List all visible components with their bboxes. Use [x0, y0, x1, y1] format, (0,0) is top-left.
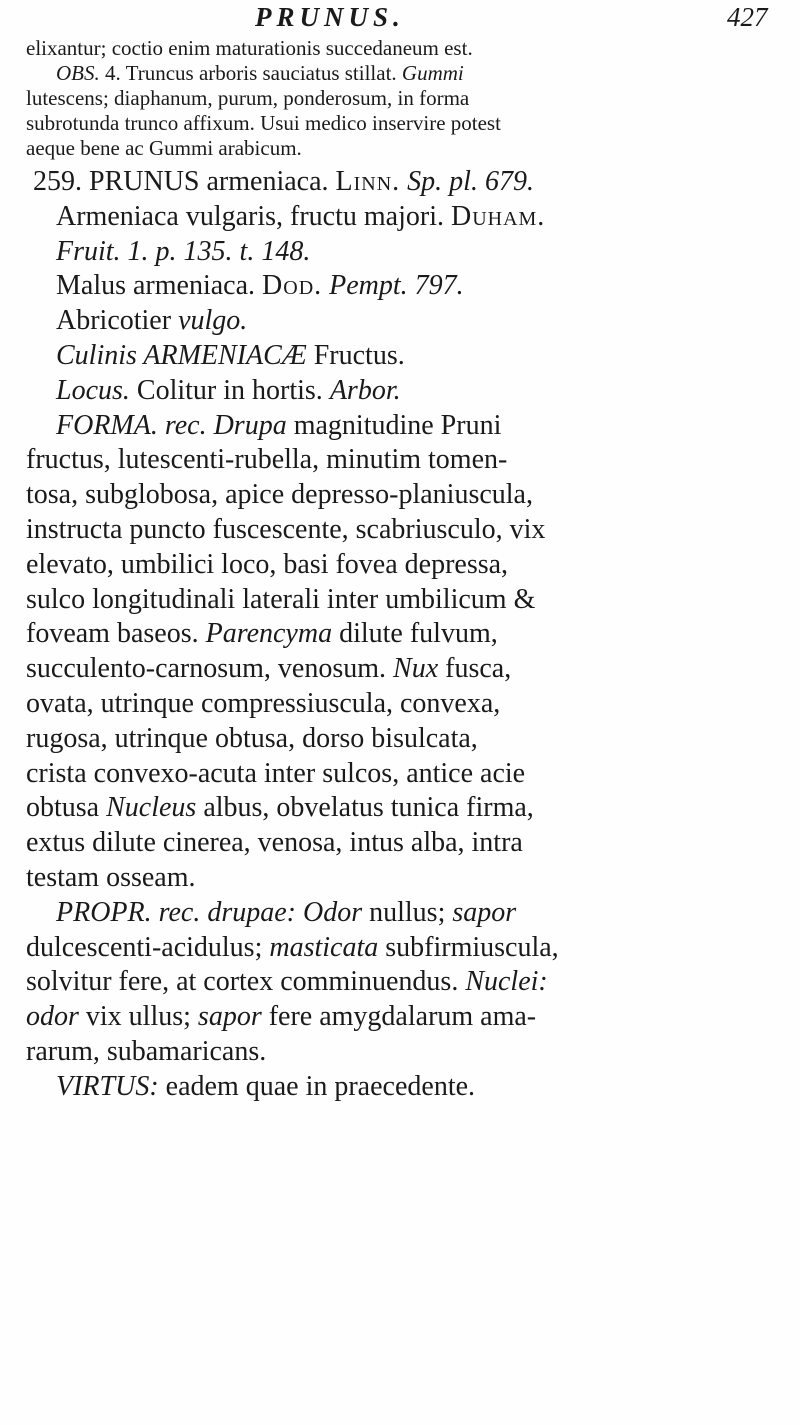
text-run: albus, obvelatus tunica firma,	[196, 792, 534, 824]
text-run	[158, 410, 165, 441]
text-line	[26, 583, 766, 618]
text-line	[26, 304, 766, 339]
text-run: VIRTUS:	[56, 1070, 159, 1102]
text-line	[26, 826, 766, 861]
text-run: Fruit. 1. p. 135. t. 148.	[56, 235, 311, 267]
page-header	[0, 2, 800, 40]
text-run: FORMA.	[56, 409, 158, 441]
text-run: Fructus.	[306, 339, 405, 371]
text-run: rugosa, utrinque obtusa, dorso bisulcata,	[26, 722, 478, 754]
text-run: fusca,	[438, 653, 512, 685]
text-run: Parencyma	[205, 618, 333, 650]
text-line	[26, 478, 766, 513]
body-text	[26, 36, 766, 1105]
text-run: aeque bene ac Gummi arabicum.	[26, 136, 302, 160]
text-line	[26, 374, 766, 409]
running-head: PRUNUS.	[255, 2, 405, 32]
text-run: dulcescenti-acidulus;	[26, 931, 270, 963]
text-run: fructus, lutescenti-rubella, minutim tomen-	[26, 444, 508, 476]
text-run: subrotunda trunco affixum. Usui medico inservire potest	[26, 111, 501, 135]
text-run: masticata	[269, 931, 379, 963]
text-line	[26, 36, 766, 61]
text-run: Armeniaca vulgaris, fructu majori.	[56, 200, 451, 232]
text-run: 259. PRUNUS armeniaca.	[33, 166, 336, 197]
text-run: instructa puncto fuscescente, scabriusculo, vix	[26, 513, 546, 545]
text-run: Pempt. 797.	[329, 270, 464, 302]
text-run: eadem quae in praecedente.	[158, 1070, 476, 1102]
text-run: succulento-carnosum, venosum.	[26, 653, 394, 685]
text-run: 4. Truncus arboris sauciatus stillat.	[99, 61, 402, 85]
text-line	[26, 235, 766, 270]
text-run: rec. drupae: Odor	[158, 896, 363, 928]
text-run: foveam baseos.	[26, 618, 206, 650]
text-run: sapor	[452, 896, 517, 928]
text-line	[26, 1035, 766, 1070]
text-run: Colitur in hortis.	[129, 374, 330, 406]
text-line	[26, 200, 766, 235]
text-line	[26, 1070, 766, 1105]
text-run	[152, 897, 159, 928]
text-run: Linn.	[335, 166, 401, 197]
page-number: 427	[727, 2, 768, 32]
text-run: elevato, umbilici loco, basi fovea depressa,	[26, 548, 509, 580]
text-line	[26, 861, 766, 896]
text-line	[26, 443, 766, 478]
text-line	[26, 687, 766, 722]
text-run: Nux	[393, 653, 439, 685]
text-line	[26, 652, 766, 687]
text-line	[26, 722, 766, 757]
text-run: Dod.	[262, 270, 323, 302]
text-run: extus dilute cinerea, venosa, intus alba, intra	[26, 827, 523, 859]
text-line	[26, 965, 766, 1000]
text-line	[26, 409, 766, 444]
text-run: sapor	[197, 1001, 262, 1033]
text-line	[26, 165, 766, 200]
text-line	[26, 757, 766, 792]
text-run: magnitudine Pruni	[286, 409, 502, 441]
text-run: Sp. pl. 679.	[407, 166, 534, 197]
text-run: subfirmiuscula,	[378, 931, 559, 963]
text-run: lutescens; diaphanum, purum, ponderosum, in forma	[26, 86, 470, 110]
text-run: dilute fulvum,	[332, 618, 498, 650]
text-run: Gummi	[401, 61, 464, 85]
text-run: Locus.	[56, 374, 130, 406]
text-line	[26, 61, 766, 86]
text-run: nullus;	[362, 896, 453, 928]
text-run: vulgo.	[178, 305, 248, 337]
text-run: obtusa	[26, 792, 107, 824]
text-run: Culinis ARMENIACÆ	[56, 339, 307, 371]
text-run: vix ullus;	[78, 1001, 198, 1033]
text-line	[26, 791, 766, 826]
text-run: crista convexo-acuta inter sulcos, antice acie	[26, 757, 526, 789]
text-line	[26, 339, 766, 374]
text-line	[26, 269, 766, 304]
text-run: Arbor.	[329, 374, 401, 406]
text-line	[26, 617, 766, 652]
text-run: elixantur; coctio enim maturationis succedaneum est.	[26, 36, 473, 60]
text-run: solvitur fere, at cortex comminuendus.	[26, 966, 466, 998]
text-run: rec. Drupa	[164, 409, 287, 441]
text-line	[26, 513, 766, 548]
text-line	[26, 931, 766, 966]
text-line	[26, 548, 766, 583]
text-line	[26, 86, 766, 111]
text-run: Abricotier	[56, 305, 179, 337]
text-run: OBS.	[56, 61, 100, 85]
text-run: rarum, subamaricans.	[26, 1035, 267, 1067]
text-run: fere amygdalarum ama-	[261, 1001, 537, 1033]
text-run: Malus armeniaca.	[56, 270, 263, 302]
text-line	[26, 1000, 766, 1035]
text-line	[26, 136, 766, 161]
text-run: Nuclei:	[465, 966, 548, 998]
text-run: ovata, utrinque compressiuscula, convexa,	[26, 687, 501, 719]
text-run: odor	[26, 1001, 79, 1033]
text-run: sulco longitudinali laterali inter umbilicum &	[26, 583, 536, 615]
text-run: testam osseam.	[26, 861, 196, 893]
text-line	[26, 896, 766, 931]
text-run: tosa, subglobosa, apice depresso-planiuscula,	[26, 479, 533, 511]
text-run: PROPR.	[56, 896, 152, 928]
text-line	[26, 111, 766, 136]
text-run: Duham.	[450, 200, 546, 232]
text-run: Nucleus	[106, 792, 197, 824]
